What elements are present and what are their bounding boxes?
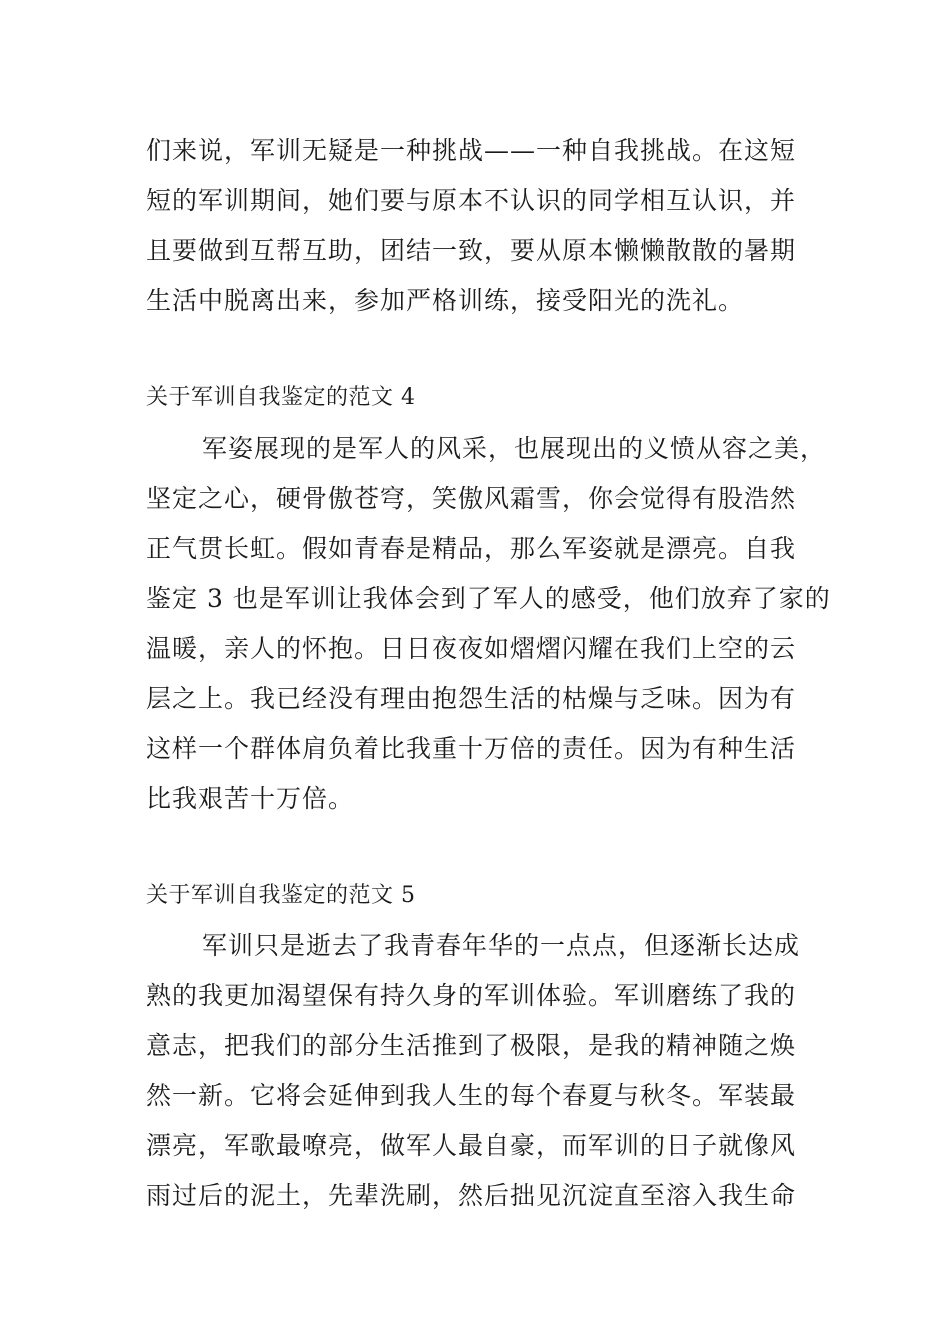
section-title: 关于军训自我鉴定的范文 5 [146,883,416,908]
text-line: 军训只是逝去了我青春年华的一点点，但逐渐长达成 [202,931,801,960]
section-heading-4 [146,376,826,420]
text-line: 正气贯长虹。假如青春是精品，那么军姿就是漂亮。自我 [146,534,797,563]
text-line: 温暖，亲人的怀抱。日日夜夜如熠熠闪耀在我们上空的云 [146,634,797,663]
text-line: 鉴定 3 也是军训让我体会到了军人的感受，他们放弃了家的 [146,584,831,613]
text-line: 坚定之心，硬骨傲苍穹，笑傲风霜雪，你会觉得有股浩然 [146,484,797,513]
text-line: 漂亮，军歌最嘹亮，做军人最自豪，而军训的日子就像风 [146,1131,797,1160]
text-line: 生活中脱离出来，参加严格训练，接受阳光的洗礼。 [146,286,745,315]
text-line: 层之上。我已经没有理由抱怨生活的枯燥与乏味。因为有 [146,684,797,713]
text-line: 且要做到互帮互助，团结一致，要从原本懒懒散散的暑期 [146,236,797,265]
paragraph-4 [146,424,831,824]
text-line: 们来说，军训无疑是一种挑战——一种自我挑战。在这短 [146,136,797,165]
section-heading-5 [146,874,826,918]
paragraph-5 [146,921,826,1221]
text-line: 然一新。它将会延伸到我人生的每个春夏与秋冬。军装最 [146,1081,797,1110]
text-line: 熟的我更加渴望保有持久身的军训体验。军训磨练了我的 [146,981,797,1010]
text-line: 比我艰苦十万倍。 [146,784,355,813]
text-line: 军姿展现的是军人的风采，也展现出的义愤从容之美， [202,434,827,463]
paragraph-continued [146,126,826,326]
text-line: 短的军训期间，她们要与原本不认识的同学相互认识，并 [146,186,797,215]
section-title: 关于军训自我鉴定的范文 4 [146,385,416,410]
text-line: 雨过后的泥土，先辈洗刷，然后拙见沉淀直至溶入我生命 [146,1181,797,1210]
text-line: 这样一个群体肩负着比我重十万倍的责任。因为有种生活 [146,734,797,763]
text-line: 意志，把我们的部分生活推到了极限，是我的精神随之焕 [146,1031,797,1060]
